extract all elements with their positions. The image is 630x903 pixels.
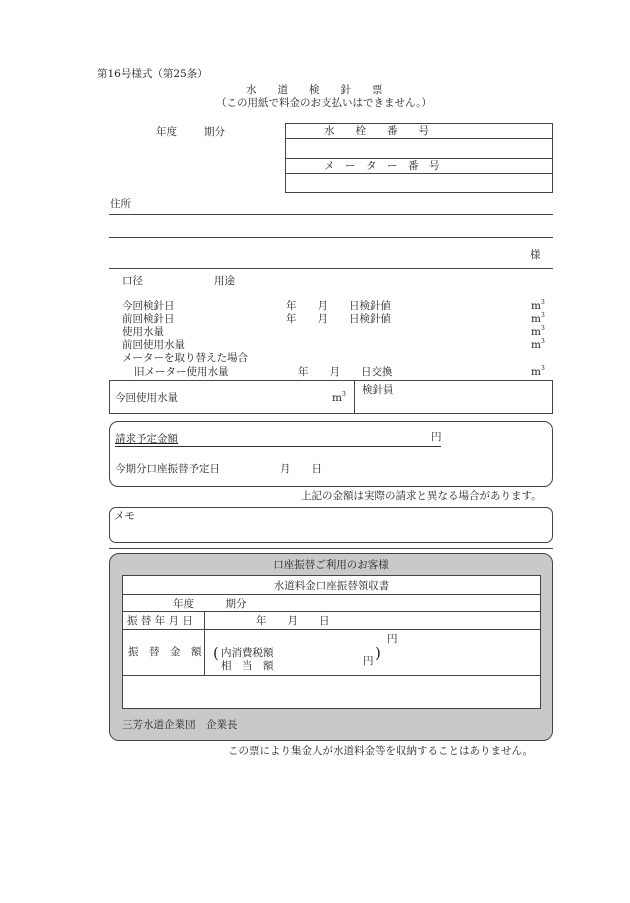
diameter-label: 口径 <box>122 275 143 287</box>
current-reading-date-label: 今回検針日 <box>122 300 175 312</box>
address-line-2 <box>109 237 553 238</box>
transfer-date: 月 日 <box>280 463 322 475</box>
tax-bracket-right: ) <box>375 644 381 662</box>
footer-note: この票により集金人が水道料金等を収納することはありません。 <box>228 745 534 757</box>
meter-number-label: メ ー タ ー 番 号 <box>324 160 440 172</box>
receipt-date-label: 振 替 年 月 日 <box>127 615 193 627</box>
purpose-label: 用途 <box>214 275 235 287</box>
old-meter-usage-label: 旧メーター使用水量 <box>134 366 229 378</box>
current-usage-box <box>109 380 553 414</box>
previous-usage-volume-unit: $m^3$ <box>531 338 545 351</box>
receipt-date-label-cell <box>123 612 205 629</box>
receipt-amount-label-cell <box>123 630 205 675</box>
separator-line <box>109 548 553 549</box>
billing-amount-line <box>115 446 441 447</box>
old-meter-usage-unit: $m^3$ <box>531 365 545 378</box>
document-title: 水 道 検 針 票 <box>246 84 383 96</box>
receipt-title-row <box>123 576 540 595</box>
current-reading-unit: $m^3$ <box>531 299 545 312</box>
billing-yen: 円 <box>431 431 442 443</box>
meter-replacement-label: メーターを取り替えた場合 <box>122 352 248 364</box>
usage-volume-label: 使用水量 <box>122 326 164 338</box>
billing-box <box>109 421 553 487</box>
billing-amount-label: 請求予定金額 <box>115 433 178 445</box>
memo-box[interactable] <box>109 507 553 543</box>
tax-label-1: 内消費税額 <box>221 647 274 659</box>
receipt-amount-yen: 円 <box>387 633 398 645</box>
direct-debit-banner: 口座振替ご利用のお客様 <box>273 559 389 571</box>
meter-reader-label: 検針員 <box>362 384 394 396</box>
usage-volume-unit: $m^3$ <box>531 325 545 338</box>
document-subtitle: （この用紙で料金のお支払いはできません。） <box>216 97 432 109</box>
receipt-amount-row <box>123 630 540 676</box>
name-line <box>109 268 553 269</box>
billing-disclaimer: 上記の金額は実際の請求と異なる場合があります。 <box>301 490 542 502</box>
receipt-stamp-area <box>123 676 540 708</box>
form-number: 第16号様式（第25条） <box>97 68 208 80</box>
receipt-table <box>122 575 541 709</box>
receipt-period: 年度 期分 <box>173 598 247 610</box>
receipt-period-row <box>123 595 540 612</box>
tax-yen: 円 <box>363 655 374 667</box>
receipt-date-value: 年 月 日 <box>256 615 330 627</box>
replacement-date: 年 月 日交換 <box>298 366 393 378</box>
meter-number-table <box>285 123 553 193</box>
receipt-date-row <box>123 612 540 630</box>
hydrant-number-label: 水 栓 番 号 <box>324 125 429 137</box>
period-label: 期分 <box>204 126 225 138</box>
current-usage-label: 今回使用水量 <box>115 392 178 404</box>
fiscal-year-label: 年度 <box>156 126 177 138</box>
meter-number-value[interactable] <box>286 174 552 192</box>
direct-debit-panel <box>109 553 553 741</box>
receipt-amount-label: 振 替 金 額 <box>128 646 202 658</box>
current-usage-divider <box>354 381 355 413</box>
hydrant-number-header <box>286 124 552 139</box>
issuer-name: 三芳水道企業団 企業長 <box>122 719 238 731</box>
current-usage-unit: $m^3$ <box>332 391 346 404</box>
previous-reading-date-label: 前回検針日 <box>122 313 175 325</box>
meter-number-header <box>286 159 552 174</box>
honorific-sama: 様 <box>530 249 541 261</box>
previous-usage-volume-label: 前回使用水量 <box>122 339 185 351</box>
previous-reading-date: 年 月 日検針値 <box>286 313 391 325</box>
tax-label-2: 相 当 額 <box>221 660 274 672</box>
address-label: 住所 <box>110 198 131 210</box>
memo-label: メモ <box>114 510 135 522</box>
receipt-title: 水道料金口座振替領収書 <box>273 580 390 592</box>
previous-reading-unit: $m^3$ <box>531 312 545 325</box>
current-reading-date: 年 月 日検針値 <box>286 300 391 312</box>
address-line-1 <box>109 214 553 215</box>
tax-bracket-left: ( <box>213 644 219 662</box>
transfer-date-label: 今期分口座振替予定日 <box>115 463 220 475</box>
hydrant-number-value[interactable] <box>286 139 552 159</box>
